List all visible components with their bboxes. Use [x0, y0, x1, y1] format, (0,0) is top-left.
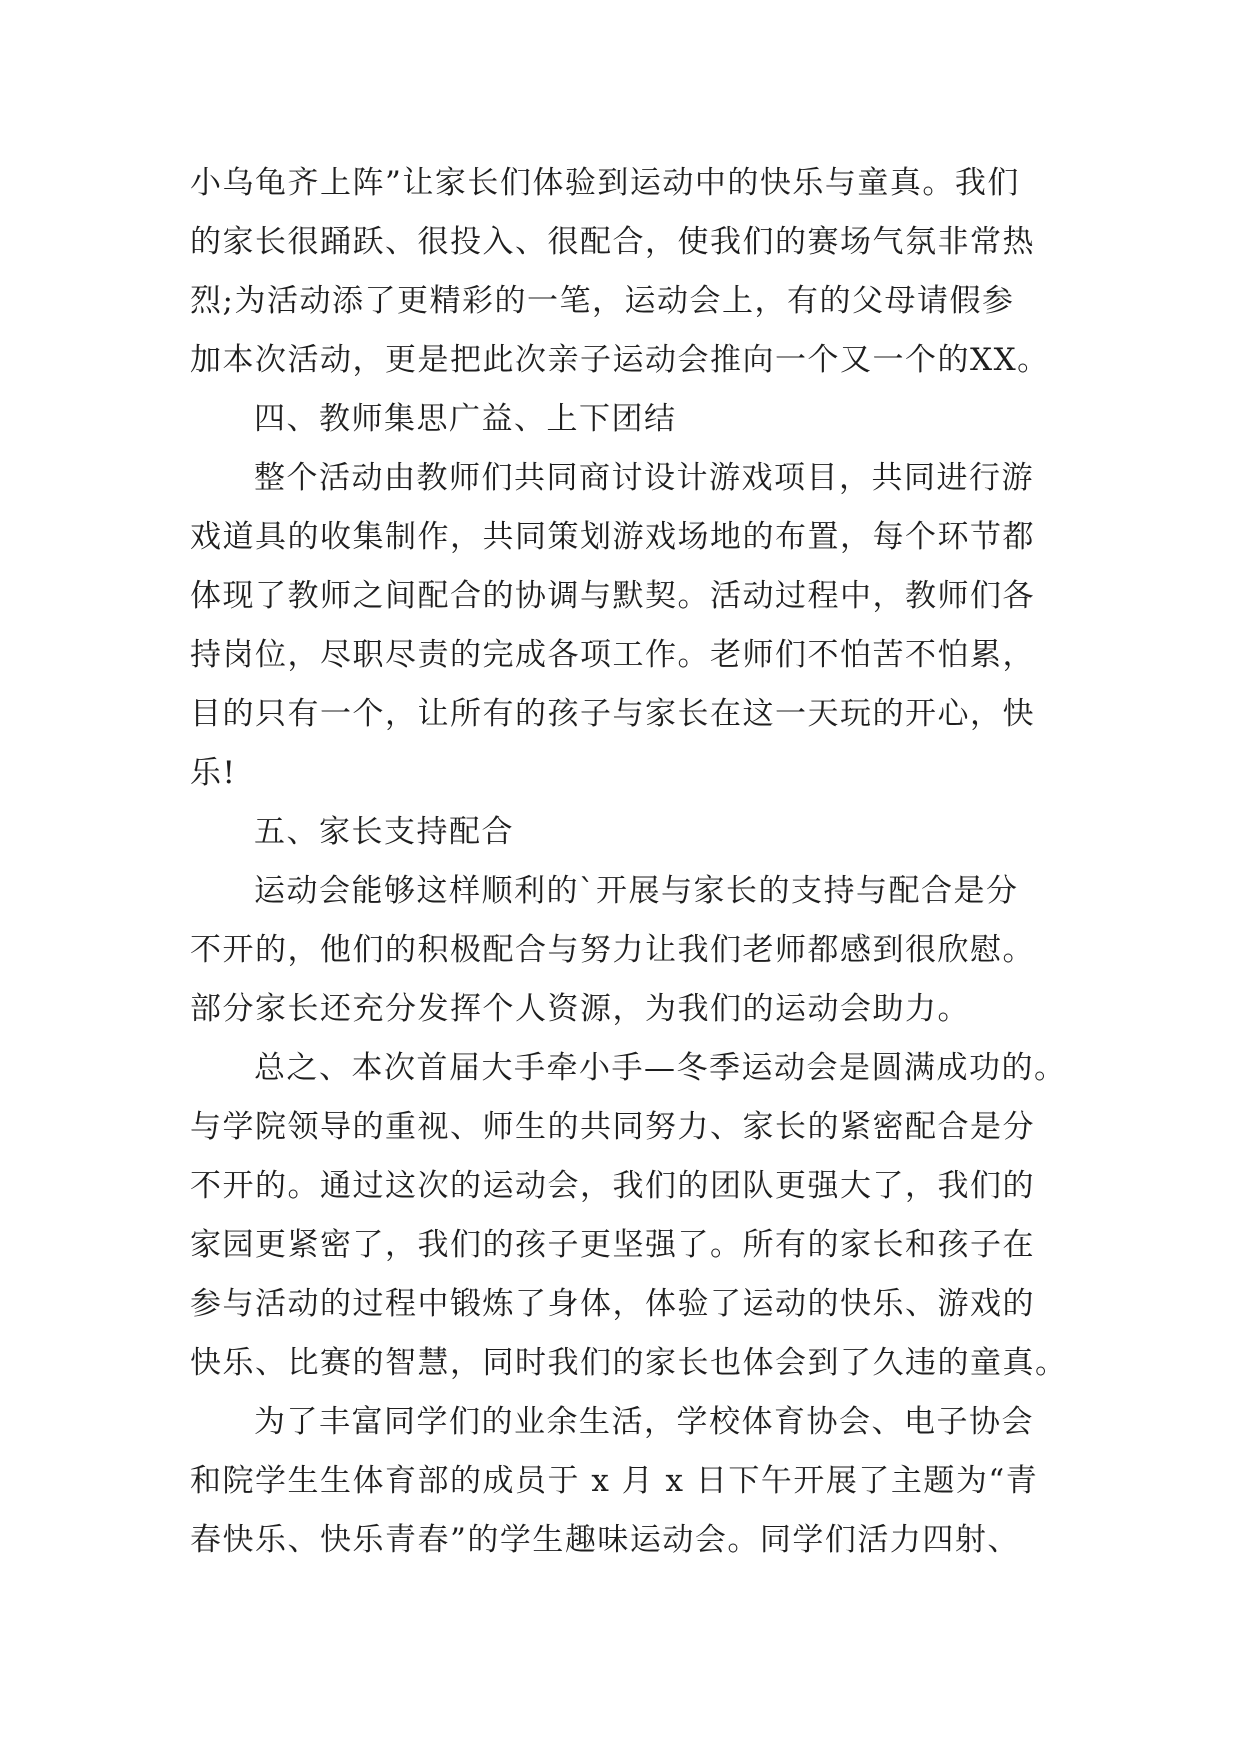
text-line: 不开的。通过这次的运动会，我们的团队更强大了，我们的	[190, 1168, 1035, 1204]
text-line: 和院学生生体育部的成员于 x 月 x 日下午开展了主题为“青	[190, 1463, 1039, 1499]
text-line: 加本次活动，更是把此次亲子运动会推向一个又一个的XX。	[190, 342, 1050, 378]
text-line: 总之、本次首届大手牵小手—冬季运动会是圆满成功的。	[254, 1050, 1067, 1086]
text-line: 为了丰富同学们的业余生活，学校体育协会、电子协会	[254, 1404, 1034, 1440]
text-line: 戏道具的收集制作，共同策划游戏场地的布置，每个环节都	[190, 519, 1035, 555]
text-line: 部分家长还充分发挥个人资源，为我们的运动会助力。	[190, 991, 970, 1027]
text-line: 体现了教师之间配合的协调与默契。活动过程中，教师们各	[190, 578, 1035, 614]
text-line: 参与活动的过程中锻炼了身体，体验了运动的快乐、游戏的	[190, 1286, 1035, 1322]
text-line: 与学院领导的重视、师生的共同努力、家长的紧密配合是分	[190, 1109, 1035, 1145]
text-line: 小乌龟齐上阵”让家长们体验到运动中的快乐与童真。我们	[190, 165, 1020, 201]
text-line: 不开的，他们的积极配合与努力让我们老师都感到很欣慰。	[190, 932, 1035, 968]
text-line: 家园更紧密了，我们的孩子更坚强了。所有的家长和孩子在	[190, 1227, 1035, 1263]
text-line: 春快乐、快乐青春”的学生趣味运动会。同学们活力四射、	[190, 1522, 1020, 1558]
text-line: 运动会能够这样顺利的`开展与家长的支持与配合是分	[254, 873, 1019, 909]
text-line: 整个活动由教师们共同商讨设计游戏项目，共同进行游	[254, 460, 1034, 496]
text-line: 快乐、比赛的智慧，同时我们的家长也体会到了久违的童真。	[190, 1345, 1068, 1381]
text-line: 烈;为活动添了更精彩的一笔，运动会上，有的父母请假参	[190, 283, 1015, 319]
text-line: 乐!	[190, 755, 237, 791]
section-heading: 五、家长支持配合	[254, 814, 514, 850]
text-line: 持岗位，尽职尽责的完成各项工作。老师们不怕苦不怕累，	[190, 637, 1035, 673]
text-line: 的家长很踊跃、很投入、很配合，使我们的赛场气氛非常热	[190, 224, 1035, 260]
document-body	[190, 154, 1070, 1570]
section-heading: 四、教师集思广益、上下团结	[254, 401, 677, 437]
text-line: 目的只有一个，让所有的孩子与家长在这一天玩的开心，快	[190, 696, 1035, 732]
